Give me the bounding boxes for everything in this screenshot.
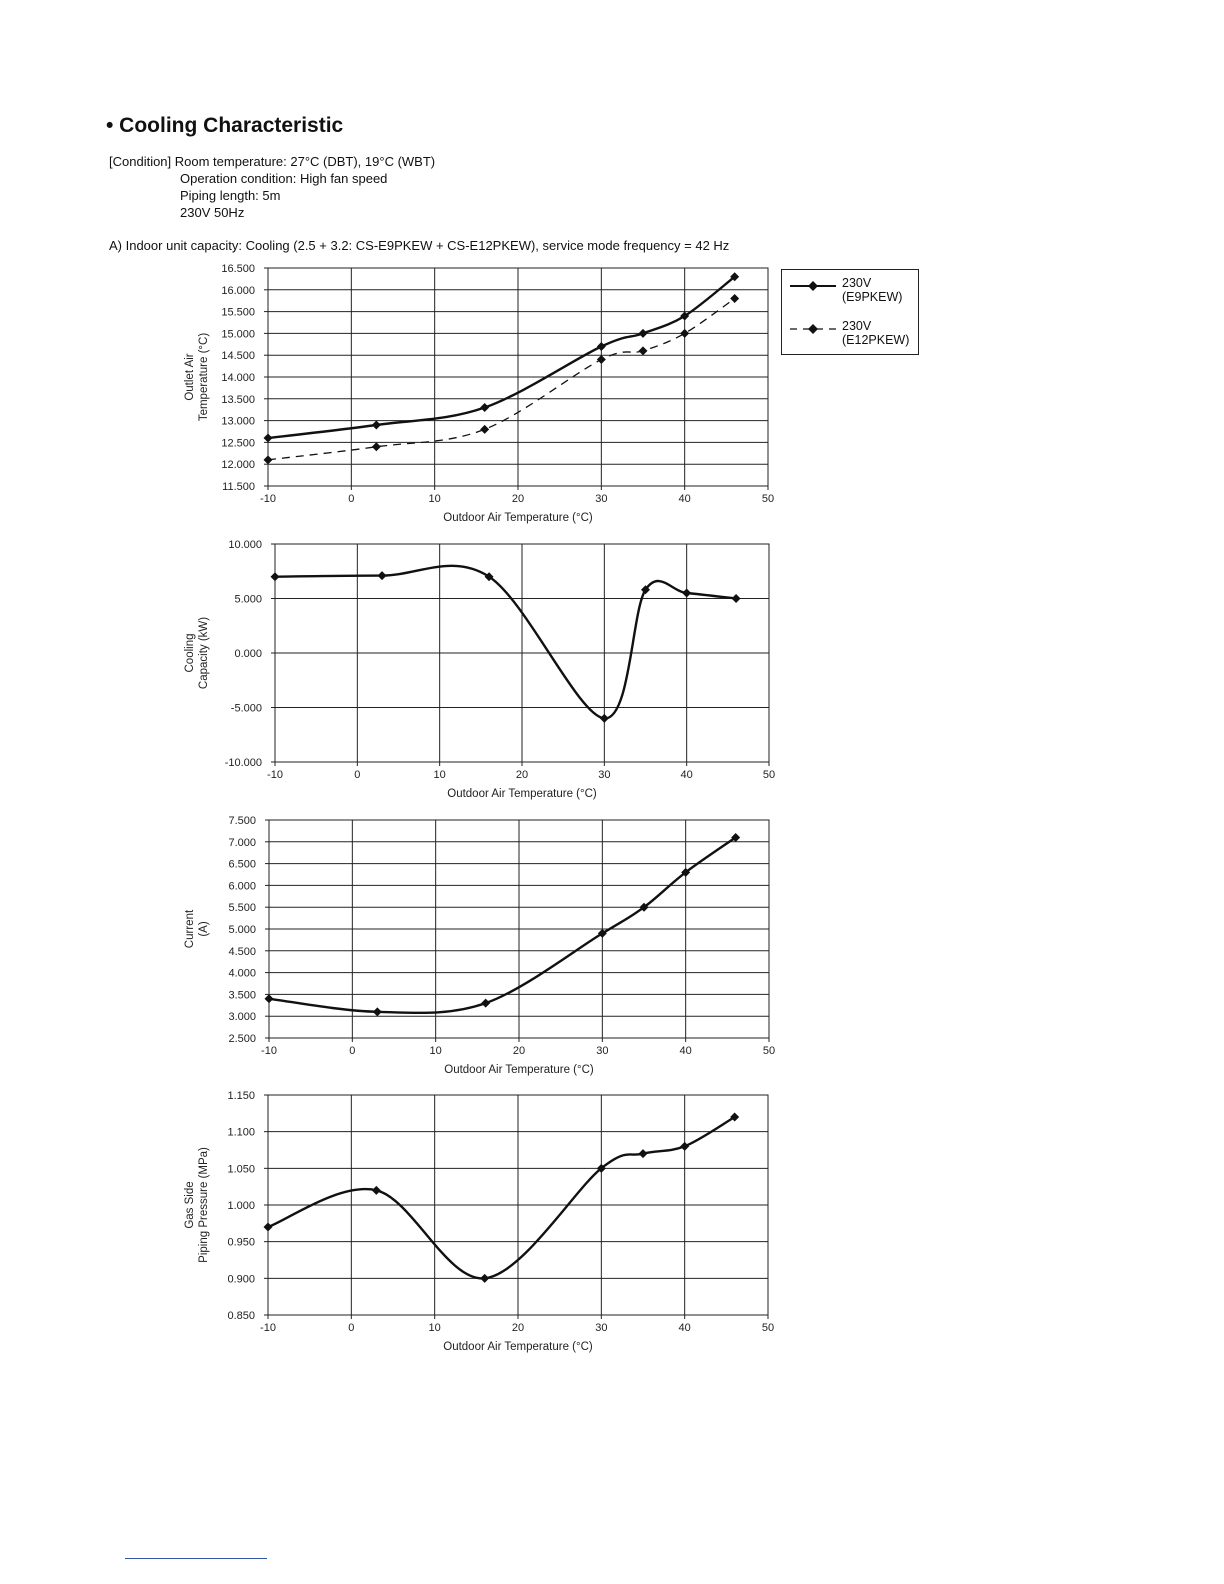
condition-block <box>109 153 435 221</box>
y-tick-label: 3.500 <box>228 989 256 1002</box>
data-point-marker <box>264 434 273 443</box>
data-point-marker <box>372 420 381 429</box>
x-tick-label: 20 <box>512 1045 526 1057</box>
y-tick-label: 14.000 <box>221 372 255 384</box>
y-tick-label: 2.500 <box>228 1033 256 1045</box>
condition-line: Operation condition: High fan speed <box>180 171 388 186</box>
y-tick-label: 7.000 <box>228 836 256 849</box>
legend-label <box>842 319 920 347</box>
y-tick-label: 13.000 <box>221 415 255 428</box>
y-tick-label: 4.500 <box>228 945 256 958</box>
x-tick-label: 0 <box>349 1045 356 1057</box>
x-tick-label: 40 <box>678 493 691 505</box>
x-tick-label: 40 <box>678 1322 691 1334</box>
data-point-marker <box>639 329 648 338</box>
x-tick-label: 0 <box>354 769 361 781</box>
condition-line: Piping length: 5m <box>180 188 281 203</box>
chart-legend <box>781 269 919 355</box>
series-line-solid <box>268 277 735 438</box>
data-point-marker <box>372 442 381 451</box>
data-point-marker <box>682 589 691 598</box>
x-tick-label: 50 <box>761 1322 775 1334</box>
y-tick-label: 13.500 <box>221 393 255 406</box>
data-point-marker <box>597 342 606 351</box>
current-chart <box>0 814 1224 1094</box>
x-tick-label: 50 <box>761 493 775 505</box>
y-tick-label: 11.500 <box>222 481 255 493</box>
y-tick-label: 12.000 <box>221 459 255 472</box>
y-axis-label: Piping Pressure (MPa) <box>198 1147 210 1263</box>
y-axis-label: Capacity (kW) <box>198 616 210 690</box>
x-tick-label: 0 <box>348 1322 355 1334</box>
data-point-marker <box>271 572 280 581</box>
x-tick-label: 20 <box>511 1322 525 1334</box>
y-axis-label: Gas Side <box>184 1181 196 1229</box>
data-point-marker <box>600 714 609 723</box>
x-axis-label: Outdoor Air Temperature (°C) <box>444 1064 594 1076</box>
x-tick-label: 30 <box>598 769 611 781</box>
data-point-marker <box>680 329 689 338</box>
series-line-solid <box>275 566 736 719</box>
y-tick-label: 4.000 <box>228 967 256 980</box>
x-tick-label: -10 <box>260 493 276 505</box>
x-tick-label: 50 <box>762 769 776 781</box>
condition-line: [Condition] Room temperature: 27°C (DBT), 19°C (WBT) <box>109 154 436 169</box>
legend-dashed-line-icon <box>788 321 844 337</box>
x-tick-label: 30 <box>595 1322 608 1334</box>
data-point-marker <box>373 1007 382 1016</box>
outlet-air-temperature-chart <box>0 262 1224 542</box>
y-tick-label: 12.500 <box>221 437 255 450</box>
x-tick-label: 10 <box>428 493 441 505</box>
data-point-marker <box>481 999 490 1008</box>
legend-line2: (E12PKEW) <box>842 333 910 347</box>
y-axis-label: Current <box>184 909 196 949</box>
data-point-marker <box>265 994 274 1003</box>
legend-solid-line-icon <box>788 278 844 294</box>
x-tick-label: 20 <box>511 493 525 505</box>
data-point-marker <box>730 294 739 303</box>
y-axis-label: Outlet Air <box>184 353 196 401</box>
data-point-marker <box>639 346 648 355</box>
x-axis-label: Outdoor Air Temperature (°C) <box>447 788 597 800</box>
series-line-solid <box>268 1117 735 1278</box>
gas-side-pressure-chart <box>0 1089 1224 1369</box>
y-tick-label: 14.500 <box>221 350 255 363</box>
data-point-marker <box>732 594 741 603</box>
legend-line2: (E9PKEW) <box>842 290 903 304</box>
page-title: • Cooling Characteristic <box>106 114 344 137</box>
x-tick-label: -10 <box>261 1045 277 1057</box>
x-tick-label: 40 <box>679 1045 692 1057</box>
y-axis-label: Temperature (°C) <box>198 332 210 422</box>
y-tick-label: 0.850 <box>227 1310 255 1322</box>
footer-rule <box>125 1558 267 1559</box>
y-tick-label: 0.000 <box>234 648 262 660</box>
data-point-marker <box>264 1223 273 1232</box>
y-tick-label: 16.500 <box>221 263 255 275</box>
data-point-marker <box>639 1149 648 1158</box>
cooling-capacity-chart <box>0 538 1224 818</box>
y-axis-label: Cooling <box>184 633 196 673</box>
data-point-marker <box>597 355 606 364</box>
y-tick-label: 0.900 <box>227 1273 255 1286</box>
y-tick-label: 7.500 <box>228 815 256 827</box>
data-point-marker <box>480 1274 489 1283</box>
y-tick-label: -10.000 <box>224 757 262 769</box>
y-tick-label: 3.000 <box>228 1011 256 1024</box>
x-tick-label: 30 <box>596 1045 609 1057</box>
y-tick-label: 1.150 <box>227 1090 255 1102</box>
y-tick-label: -5.000 <box>230 702 262 715</box>
y-tick-label: 1.100 <box>227 1126 255 1139</box>
x-tick-label: 20 <box>515 769 529 781</box>
x-tick-label: 10 <box>429 1045 442 1057</box>
x-tick-label: 10 <box>433 769 446 781</box>
y-tick-label: 10.000 <box>228 539 262 551</box>
legend-line1: 230V <box>842 319 872 333</box>
y-tick-label: 5.500 <box>228 902 256 915</box>
chart-subtitle: A) Indoor unit capacity: Cooling (2.5 + 3.2: CS-E9PKEW + CS-E12PKEW), service mode frequency = 42 Hz <box>109 238 730 253</box>
x-tick-label: -10 <box>260 1322 276 1334</box>
data-point-marker <box>378 571 387 580</box>
legend-entry-e9pkew <box>782 276 920 312</box>
y-tick-label: 1.050 <box>227 1163 255 1176</box>
x-tick-label: 40 <box>680 769 693 781</box>
x-tick-label: -10 <box>267 769 283 781</box>
data-point-marker <box>480 425 489 434</box>
legend-entry-e12pkew <box>782 319 920 355</box>
y-tick-label: 5.000 <box>234 593 262 606</box>
x-axis-label: Outdoor Air Temperature (°C) <box>443 1341 593 1353</box>
y-tick-label: 0.950 <box>227 1236 255 1249</box>
x-axis-label: Outdoor Air Temperature (°C) <box>443 512 593 524</box>
y-tick-label: 16.000 <box>221 284 255 297</box>
y-axis-label: (A) <box>198 921 210 937</box>
legend-line1: 230V <box>842 276 872 290</box>
condition-line: 230V 50Hz <box>180 205 245 220</box>
data-point-marker <box>264 455 273 464</box>
y-tick-label: 6.000 <box>228 880 256 893</box>
y-tick-label: 5.000 <box>228 924 256 936</box>
series-line-dashed <box>268 299 735 460</box>
data-point-marker <box>480 403 489 412</box>
y-tick-label: 1.000 <box>227 1200 255 1212</box>
x-tick-label: 50 <box>762 1045 776 1057</box>
data-point-marker <box>372 1186 381 1195</box>
x-tick-label: 30 <box>595 493 608 505</box>
y-tick-label: 6.500 <box>228 858 256 871</box>
x-tick-label: 0 <box>348 493 355 505</box>
y-tick-label: 15.500 <box>221 306 255 319</box>
data-point-marker <box>680 1142 689 1151</box>
y-tick-label: 15.000 <box>221 328 255 341</box>
x-tick-label: 10 <box>428 1322 441 1334</box>
legend-label <box>842 276 920 304</box>
